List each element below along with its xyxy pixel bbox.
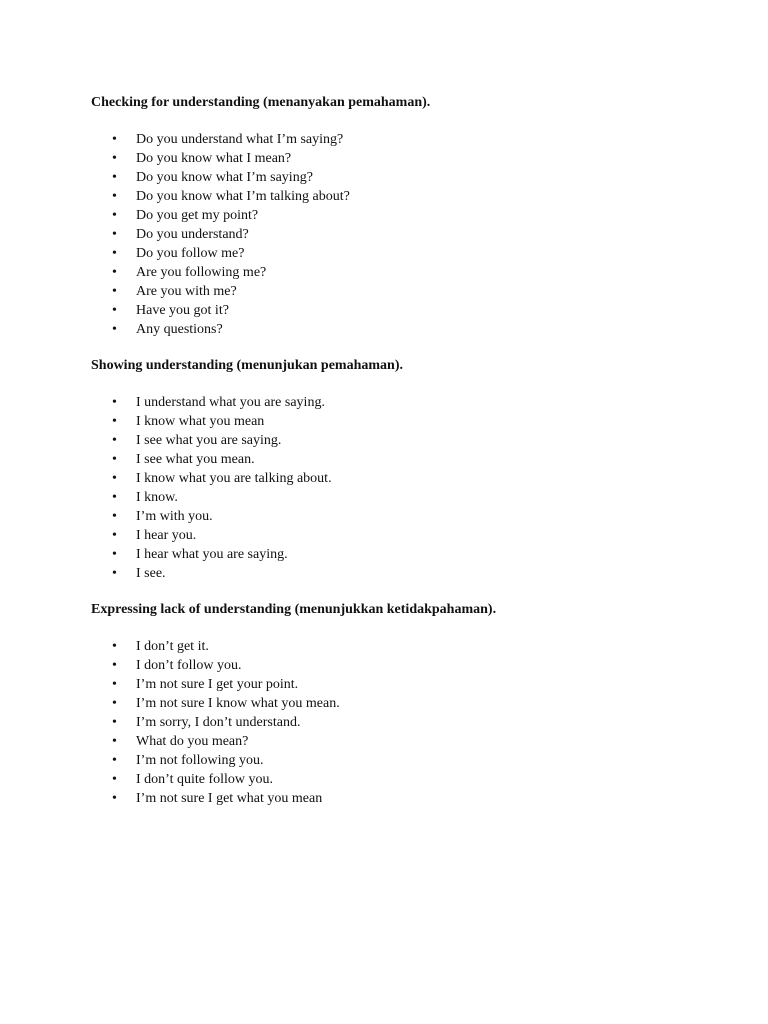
bullet-icon: • (112, 734, 117, 749)
list-item-text: I’m sorry, I don’t understand. (136, 715, 301, 730)
list-item-text: Do you know what I mean? (136, 151, 292, 166)
list-item-text: Any questions? (136, 322, 223, 337)
list-item (91, 320, 711, 339)
list-item (91, 282, 711, 301)
bullet-icon: • (112, 132, 117, 147)
list-item (91, 656, 711, 675)
list-item-text: I see. (136, 566, 166, 581)
list-item-text: I don’t follow you. (136, 658, 242, 673)
list-item (91, 694, 711, 713)
section-lack-of-understanding (91, 601, 711, 808)
list-item (91, 263, 711, 282)
list-item (91, 412, 711, 431)
bullet-icon: • (112, 791, 117, 806)
list-item-text: Are you with me? (136, 284, 237, 299)
bullet-list (91, 130, 711, 339)
list-item (91, 637, 711, 656)
bullet-icon: • (112, 414, 117, 429)
list-item-text: I know what you are talking about. (136, 471, 332, 486)
list-item-text: I see what you mean. (136, 452, 255, 467)
section-heading: Expressing lack of understanding (menunjukkan ketidakpahaman). (91, 602, 497, 617)
bullet-icon: • (112, 208, 117, 223)
bullet-icon: • (112, 303, 117, 318)
bullet-icon: • (112, 715, 117, 730)
bullet-icon: • (112, 566, 117, 581)
list-item (91, 431, 711, 450)
section-heading: Showing understanding (menunjukan pemahaman). (91, 358, 403, 373)
list-item-text: I’m not following you. (136, 753, 264, 768)
bullet-icon: • (112, 322, 117, 337)
list-item (91, 244, 711, 263)
list-item-text: I’m not sure I get what you mean (136, 791, 323, 806)
list-item-text: I’m with you. (136, 509, 213, 524)
list-item (91, 732, 711, 751)
bullet-icon: • (112, 170, 117, 185)
bullet-icon: • (112, 528, 117, 543)
list-item (91, 713, 711, 732)
list-item-text: I know what you mean (136, 414, 265, 429)
list-item (91, 675, 711, 694)
bullet-icon: • (112, 395, 117, 410)
bullet-icon: • (112, 189, 117, 204)
list-item-text: I hear what you are saying. (136, 547, 288, 562)
list-item-text: I see what you are saying. (136, 433, 282, 448)
list-item-text: I’m not sure I get your point. (136, 677, 299, 692)
bullet-icon: • (112, 265, 117, 280)
list-item (91, 526, 711, 545)
list-item-text: I don’t quite follow you. (136, 772, 274, 787)
list-item-text: Have you got it? (136, 303, 229, 318)
list-item-text: I’m not sure I know what you mean. (136, 696, 340, 711)
bullet-icon: • (112, 452, 117, 467)
bullet-icon: • (112, 639, 117, 654)
list-item (91, 564, 711, 583)
list-item (91, 301, 711, 320)
list-item-text: Are you following me? (136, 265, 267, 280)
list-item (91, 149, 711, 168)
bullet-icon: • (112, 677, 117, 692)
list-item-text: Do you follow me? (136, 246, 245, 261)
bullet-icon: • (112, 151, 117, 166)
list-item (91, 751, 711, 770)
section-heading: Checking for understanding (menanyakan pemahaman). (91, 95, 431, 110)
bullet-icon: • (112, 246, 117, 261)
list-item (91, 469, 711, 488)
list-item (91, 545, 711, 564)
list-item (91, 187, 711, 206)
bullet-icon: • (112, 696, 117, 711)
list-item-text: Do you get my point? (136, 208, 259, 223)
bullet-icon: • (112, 658, 117, 673)
list-item (91, 770, 711, 789)
list-item (91, 225, 711, 244)
bullet-icon: • (112, 284, 117, 299)
list-item (91, 393, 711, 412)
bullet-icon: • (112, 509, 117, 524)
list-item (91, 789, 711, 808)
bullet-icon: • (112, 433, 117, 448)
list-item (91, 168, 711, 187)
bullet-list (91, 637, 711, 808)
list-item (91, 130, 711, 149)
list-item (91, 450, 711, 469)
bullet-icon: • (112, 772, 117, 787)
bullet-icon: • (112, 490, 117, 505)
list-item (91, 206, 711, 225)
section-checking-understanding (91, 94, 711, 339)
list-item-text: I hear you. (136, 528, 197, 543)
bullet-list (91, 393, 711, 583)
list-item-text: I know. (136, 490, 178, 505)
bullet-icon: • (112, 547, 117, 562)
list-item-text: Do you understand? (136, 227, 249, 242)
list-item-text: I don’t get it. (136, 639, 209, 654)
list-item-text: Do you know what I’m saying? (136, 170, 313, 185)
bullet-icon: • (112, 471, 117, 486)
list-item (91, 507, 711, 526)
bullet-icon: • (112, 753, 117, 768)
bullet-icon: • (112, 227, 117, 242)
list-item-text: I understand what you are saying. (136, 395, 325, 410)
list-item-text: Do you understand what I’m saying? (136, 132, 344, 147)
list-item-text: What do you mean? (136, 734, 249, 749)
list-item-text: Do you know what I’m talking about? (136, 189, 350, 204)
list-item (91, 488, 711, 507)
section-showing-understanding (91, 357, 711, 583)
